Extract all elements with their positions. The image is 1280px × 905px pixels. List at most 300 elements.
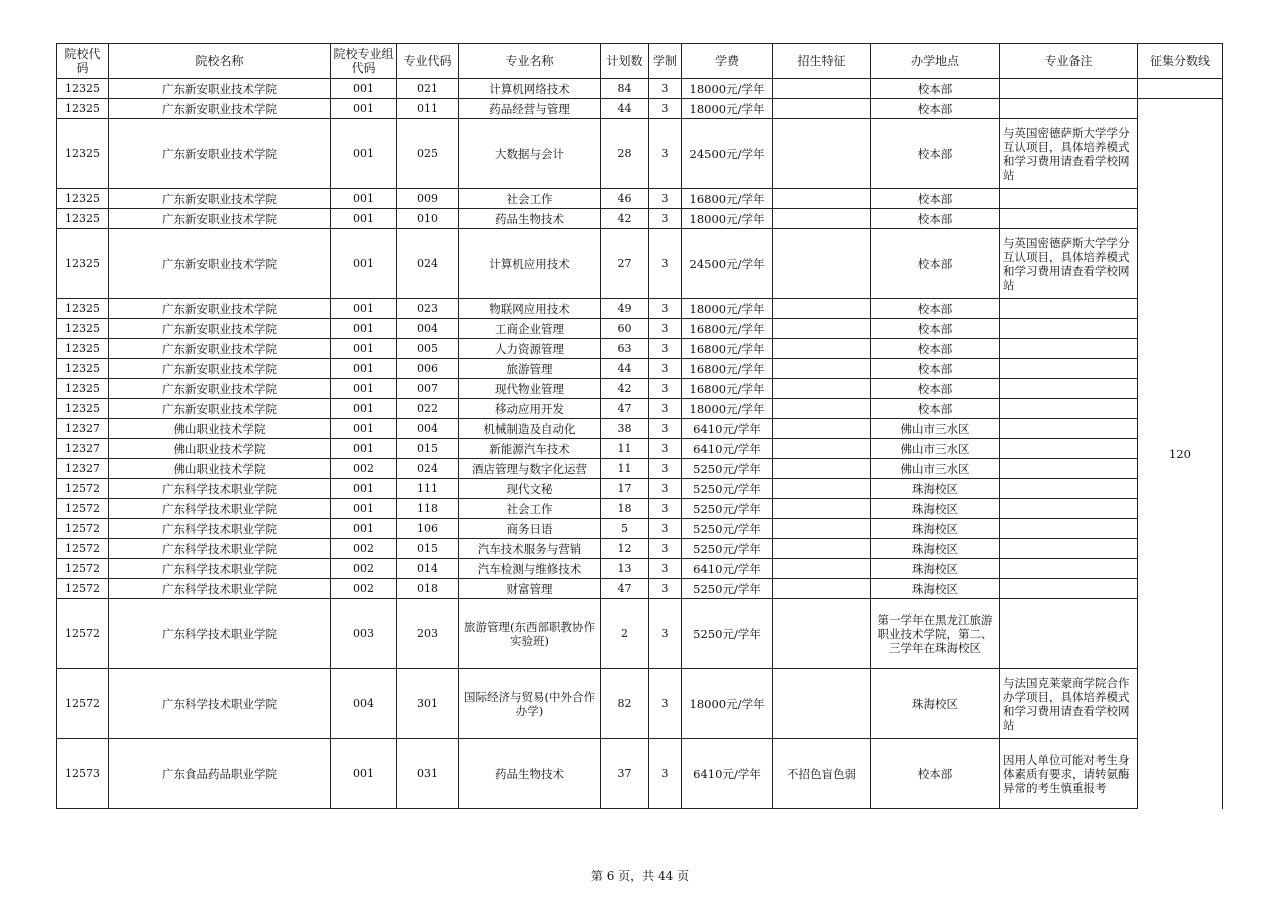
major-name-cell: 酒店管理与数字化运营 (459, 459, 601, 479)
note-cell (1000, 359, 1138, 379)
feature-cell (773, 299, 871, 319)
major-name-cell: 现代文秘 (459, 479, 601, 499)
years-cell: 3 (649, 539, 682, 559)
feature-cell (773, 559, 871, 579)
score-cutoff-spacer (1138, 79, 1223, 99)
location-cell: 校本部 (871, 359, 1000, 379)
major-code-cell: 203 (397, 599, 459, 669)
table-row (57, 299, 1223, 319)
location-cell: 校本部 (871, 209, 1000, 229)
fee-cell: 18000元/学年 (682, 79, 773, 99)
location-cell: 校本部 (871, 229, 1000, 299)
header-school-code: 院校代码 (57, 44, 109, 79)
school-code-cell: 12325 (57, 339, 109, 359)
major-code-cell: 118 (397, 499, 459, 519)
fee-cell: 18000元/学年 (682, 209, 773, 229)
location-cell: 佛山市三水区 (871, 459, 1000, 479)
school-code-cell: 12572 (57, 519, 109, 539)
feature-cell (773, 319, 871, 339)
major-code-cell: 004 (397, 319, 459, 339)
location-cell: 校本部 (871, 189, 1000, 209)
note-cell (1000, 419, 1138, 439)
major-name-cell: 汽车检测与维修技术 (459, 559, 601, 579)
major-code-cell: 023 (397, 299, 459, 319)
header-major-code: 专业代码 (397, 44, 459, 79)
fee-cell: 6410元/学年 (682, 739, 773, 809)
table-row (57, 539, 1223, 559)
note-cell (1000, 539, 1138, 559)
major-name-cell: 药品生物技术 (459, 209, 601, 229)
school-code-cell: 12325 (57, 319, 109, 339)
major-name-cell: 财富管理 (459, 579, 601, 599)
header-location: 办学地点 (871, 44, 1000, 79)
plan-cell: 13 (601, 559, 649, 579)
note-cell (1000, 99, 1138, 119)
years-cell: 3 (649, 419, 682, 439)
major-name-cell: 社会工作 (459, 189, 601, 209)
years-cell: 3 (649, 559, 682, 579)
fee-cell: 24500元/学年 (682, 119, 773, 189)
note-cell: 因用人单位可能对考生身体素质有要求，请转氨酶异常的考生慎重报考 (1000, 739, 1138, 809)
plan-cell: 17 (601, 479, 649, 499)
location-cell: 校本部 (871, 399, 1000, 419)
major-name-cell: 旅游管理(东西部职教协作实验班) (459, 599, 601, 669)
major-name-cell: 移动应用开发 (459, 399, 601, 419)
major-name-cell: 大数据与会计 (459, 119, 601, 189)
group-code-cell: 001 (331, 319, 397, 339)
school-name-cell: 广东新安职业技术学院 (109, 399, 331, 419)
table-row (57, 419, 1223, 439)
table-row (57, 669, 1223, 739)
location-cell: 校本部 (871, 339, 1000, 359)
years-cell: 3 (649, 439, 682, 459)
group-code-cell: 001 (331, 419, 397, 439)
location-cell: 佛山市三水区 (871, 419, 1000, 439)
school-name-cell: 广东新安职业技术学院 (109, 79, 331, 99)
years-cell: 3 (649, 579, 682, 599)
years-cell: 3 (649, 459, 682, 479)
note-cell (1000, 209, 1138, 229)
school-name-cell: 广东新安职业技术学院 (109, 339, 331, 359)
major-code-cell: 004 (397, 419, 459, 439)
table-row (57, 519, 1223, 539)
header-school-name: 院校名称 (109, 44, 331, 79)
group-code-cell: 001 (331, 99, 397, 119)
table-row (57, 499, 1223, 519)
group-code-cell: 001 (331, 229, 397, 299)
school-code-cell: 12325 (57, 379, 109, 399)
group-code-cell: 002 (331, 559, 397, 579)
feature-cell (773, 519, 871, 539)
years-cell: 3 (649, 339, 682, 359)
note-cell (1000, 499, 1138, 519)
fee-cell: 16800元/学年 (682, 339, 773, 359)
school-code-cell: 12325 (57, 399, 109, 419)
fee-cell: 18000元/学年 (682, 99, 773, 119)
school-name-cell: 广东新安职业技术学院 (109, 319, 331, 339)
feature-cell (773, 499, 871, 519)
table-row (57, 119, 1223, 189)
major-code-cell: 111 (397, 479, 459, 499)
school-code-cell: 12325 (57, 79, 109, 99)
plan-cell: 46 (601, 189, 649, 209)
major-name-cell: 新能源汽车技术 (459, 439, 601, 459)
note-cell (1000, 599, 1138, 669)
fee-cell: 6410元/学年 (682, 419, 773, 439)
fee-cell: 5250元/学年 (682, 539, 773, 559)
school-name-cell: 广东新安职业技术学院 (109, 359, 331, 379)
fee-cell: 6410元/学年 (682, 559, 773, 579)
location-cell: 珠海校区 (871, 669, 1000, 739)
years-cell: 3 (649, 299, 682, 319)
fee-cell: 24500元/学年 (682, 229, 773, 299)
note-cell (1000, 399, 1138, 419)
major-name-cell: 计算机应用技术 (459, 229, 601, 299)
note-cell: 与法国克莱蒙商学院合作办学项目，具体培养模式和学习费用请查看学校网站 (1000, 669, 1138, 739)
school-code-cell: 12325 (57, 299, 109, 319)
plan-cell: 84 (601, 79, 649, 99)
major-code-cell: 022 (397, 399, 459, 419)
years-cell: 3 (649, 479, 682, 499)
plan-cell: 5 (601, 519, 649, 539)
school-name-cell: 广东新安职业技术学院 (109, 379, 331, 399)
school-name-cell: 广东食品药品职业学院 (109, 739, 331, 809)
note-cell (1000, 189, 1138, 209)
feature-cell (773, 399, 871, 419)
admission-table (56, 43, 1223, 809)
table-row (57, 399, 1223, 419)
school-code-cell: 12572 (57, 579, 109, 599)
table-row (57, 229, 1223, 299)
fee-cell: 5250元/学年 (682, 499, 773, 519)
school-code-cell: 12572 (57, 599, 109, 669)
major-code-cell: 025 (397, 119, 459, 189)
plan-cell: 11 (601, 459, 649, 479)
school-code-cell: 12327 (57, 439, 109, 459)
table-row (57, 459, 1223, 479)
years-cell: 3 (649, 669, 682, 739)
group-code-cell: 001 (331, 339, 397, 359)
major-name-cell: 商务日语 (459, 519, 601, 539)
school-name-cell: 广东科学技术职业学院 (109, 669, 331, 739)
school-code-cell: 12572 (57, 559, 109, 579)
score-cutoff-cell: 120 (1138, 99, 1223, 809)
major-code-cell: 031 (397, 739, 459, 809)
school-name-cell: 广东科学技术职业学院 (109, 559, 331, 579)
feature-cell (773, 579, 871, 599)
years-cell: 3 (649, 399, 682, 419)
school-code-cell: 12572 (57, 539, 109, 559)
location-cell: 珠海校区 (871, 559, 1000, 579)
plan-cell: 38 (601, 419, 649, 439)
major-code-cell: 015 (397, 439, 459, 459)
note-cell: 与英国密德萨斯大学学分互认项目，具体培养模式和学习费用请查看学校网站 (1000, 119, 1138, 189)
note-cell (1000, 339, 1138, 359)
major-code-cell: 005 (397, 339, 459, 359)
feature-cell (773, 669, 871, 739)
fee-cell: 5250元/学年 (682, 599, 773, 669)
location-cell: 校本部 (871, 119, 1000, 189)
feature-cell (773, 339, 871, 359)
group-code-cell: 001 (331, 79, 397, 99)
feature-cell (773, 539, 871, 559)
years-cell: 3 (649, 319, 682, 339)
school-name-cell: 佛山职业技术学院 (109, 419, 331, 439)
major-name-cell: 旅游管理 (459, 359, 601, 379)
major-code-cell: 006 (397, 359, 459, 379)
note-cell (1000, 479, 1138, 499)
plan-cell: 42 (601, 379, 649, 399)
school-name-cell: 广东新安职业技术学院 (109, 119, 331, 189)
group-code-cell: 001 (331, 439, 397, 459)
group-code-cell: 001 (331, 739, 397, 809)
feature-cell (773, 479, 871, 499)
fee-cell: 16800元/学年 (682, 189, 773, 209)
fee-cell: 16800元/学年 (682, 359, 773, 379)
feature-cell (773, 229, 871, 299)
table-row (57, 739, 1223, 809)
page-footer: 第 6 页，共 44 页 (590, 869, 690, 883)
header-score-cutoff: 征集分数线 (1138, 44, 1223, 79)
school-name-cell: 广东科学技术职业学院 (109, 479, 331, 499)
group-code-cell: 001 (331, 519, 397, 539)
major-name-cell: 物联网应用技术 (459, 299, 601, 319)
note-cell (1000, 559, 1138, 579)
header-note: 专业备注 (1000, 44, 1138, 79)
group-code-cell: 001 (331, 209, 397, 229)
location-cell: 校本部 (871, 299, 1000, 319)
fee-cell: 6410元/学年 (682, 439, 773, 459)
note-cell (1000, 379, 1138, 399)
table-row (57, 79, 1223, 99)
location-cell: 校本部 (871, 739, 1000, 809)
table-row (57, 559, 1223, 579)
table-row (57, 339, 1223, 359)
school-code-cell: 12572 (57, 499, 109, 519)
plan-cell: 37 (601, 739, 649, 809)
note-cell (1000, 519, 1138, 539)
group-code-cell: 003 (331, 599, 397, 669)
group-code-cell: 002 (331, 459, 397, 479)
location-cell: 珠海校区 (871, 499, 1000, 519)
plan-cell: 47 (601, 579, 649, 599)
table-row (57, 479, 1223, 499)
feature-cell: 不招色盲色弱 (773, 739, 871, 809)
fee-cell: 5250元/学年 (682, 459, 773, 479)
school-code-cell: 12325 (57, 99, 109, 119)
major-code-cell: 007 (397, 379, 459, 399)
location-cell: 校本部 (871, 99, 1000, 119)
group-code-cell: 001 (331, 379, 397, 399)
plan-cell: 18 (601, 499, 649, 519)
group-code-cell: 001 (331, 299, 397, 319)
feature-cell (773, 419, 871, 439)
feature-cell (773, 189, 871, 209)
feature-cell (773, 99, 871, 119)
note-cell (1000, 439, 1138, 459)
major-name-cell: 工商企业管理 (459, 319, 601, 339)
years-cell: 3 (649, 79, 682, 99)
feature-cell (773, 459, 871, 479)
school-code-cell: 12572 (57, 479, 109, 499)
years-cell: 3 (649, 379, 682, 399)
school-name-cell: 广东科学技术职业学院 (109, 499, 331, 519)
major-name-cell: 汽车技术服务与营销 (459, 539, 601, 559)
major-code-cell: 010 (397, 209, 459, 229)
plan-cell: 60 (601, 319, 649, 339)
header-plan: 计划数 (601, 44, 649, 79)
plan-cell: 63 (601, 339, 649, 359)
feature-cell (773, 209, 871, 229)
table-row (57, 579, 1223, 599)
major-name-cell: 社会工作 (459, 499, 601, 519)
table-row (57, 189, 1223, 209)
header-fee: 学费 (682, 44, 773, 79)
years-cell: 3 (649, 359, 682, 379)
table-row (57, 599, 1223, 669)
school-name-cell: 广东新安职业技术学院 (109, 99, 331, 119)
group-code-cell: 001 (331, 399, 397, 419)
header-group-code: 院校专业组代码 (331, 44, 397, 79)
group-code-cell: 001 (331, 479, 397, 499)
plan-cell: 47 (601, 399, 649, 419)
fee-cell: 5250元/学年 (682, 519, 773, 539)
years-cell: 3 (649, 499, 682, 519)
major-code-cell: 011 (397, 99, 459, 119)
feature-cell (773, 599, 871, 669)
fee-cell: 16800元/学年 (682, 319, 773, 339)
location-cell: 珠海校区 (871, 519, 1000, 539)
school-name-cell: 广东科学技术职业学院 (109, 579, 331, 599)
location-cell: 珠海校区 (871, 579, 1000, 599)
location-cell: 佛山市三水区 (871, 439, 1000, 459)
plan-cell: 44 (601, 99, 649, 119)
group-code-cell: 001 (331, 499, 397, 519)
school-code-cell: 12327 (57, 419, 109, 439)
group-code-cell: 004 (331, 669, 397, 739)
school-name-cell: 广东科学技术职业学院 (109, 519, 331, 539)
years-cell: 3 (649, 189, 682, 209)
feature-cell (773, 379, 871, 399)
major-name-cell: 现代物业管理 (459, 379, 601, 399)
major-name-cell: 计算机网络技术 (459, 79, 601, 99)
note-cell (1000, 579, 1138, 599)
school-name-cell: 广东科学技术职业学院 (109, 539, 331, 559)
school-name-cell: 佛山职业技术学院 (109, 459, 331, 479)
fee-cell: 16800元/学年 (682, 379, 773, 399)
feature-cell (773, 119, 871, 189)
major-code-cell: 024 (397, 459, 459, 479)
years-cell: 3 (649, 519, 682, 539)
years-cell: 3 (649, 229, 682, 299)
school-name-cell: 广东新安职业技术学院 (109, 299, 331, 319)
major-name-cell: 国际经济与贸易(中外合作办学) (459, 669, 601, 739)
plan-cell: 42 (601, 209, 649, 229)
major-code-cell: 301 (397, 669, 459, 739)
years-cell: 3 (649, 599, 682, 669)
fee-cell: 18000元/学年 (682, 669, 773, 739)
feature-cell (773, 439, 871, 459)
plan-cell: 49 (601, 299, 649, 319)
location-cell: 第一学年在黑龙江旅游职业技术学院，第二、三学年在珠海校区 (871, 599, 1000, 669)
note-cell (1000, 459, 1138, 479)
plan-cell: 12 (601, 539, 649, 559)
note-cell (1000, 319, 1138, 339)
school-code-cell: 12325 (57, 189, 109, 209)
major-name-cell: 药品经营与管理 (459, 99, 601, 119)
fee-cell: 18000元/学年 (682, 299, 773, 319)
table-row (57, 99, 1223, 119)
note-cell: 与英国密德萨斯大学学分互认项目，具体培养模式和学习费用请查看学校网站 (1000, 229, 1138, 299)
table-row (57, 319, 1223, 339)
feature-cell (773, 359, 871, 379)
major-code-cell: 106 (397, 519, 459, 539)
group-code-cell: 002 (331, 579, 397, 599)
note-cell (1000, 79, 1138, 99)
major-code-cell: 024 (397, 229, 459, 299)
major-code-cell: 015 (397, 539, 459, 559)
header-row (57, 44, 1223, 79)
table-row (57, 209, 1223, 229)
plan-cell: 27 (601, 229, 649, 299)
school-code-cell: 12325 (57, 209, 109, 229)
plan-cell: 82 (601, 669, 649, 739)
school-name-cell: 广东科学技术职业学院 (109, 599, 331, 669)
group-code-cell: 002 (331, 539, 397, 559)
years-cell: 3 (649, 119, 682, 189)
school-code-cell: 12573 (57, 739, 109, 809)
header-years: 学制 (649, 44, 682, 79)
school-name-cell: 广东新安职业技术学院 (109, 189, 331, 209)
school-name-cell: 佛山职业技术学院 (109, 439, 331, 459)
school-code-cell: 12325 (57, 119, 109, 189)
major-code-cell: 018 (397, 579, 459, 599)
plan-cell: 11 (601, 439, 649, 459)
school-code-cell: 12572 (57, 669, 109, 739)
table-row (57, 439, 1223, 459)
major-code-cell: 021 (397, 79, 459, 99)
group-code-cell: 001 (331, 359, 397, 379)
school-code-cell: 12325 (57, 229, 109, 299)
header-feature: 招生特征 (773, 44, 871, 79)
school-code-cell: 12325 (57, 359, 109, 379)
fee-cell: 5250元/学年 (682, 579, 773, 599)
group-code-cell: 001 (331, 189, 397, 209)
school-name-cell: 广东新安职业技术学院 (109, 229, 331, 299)
school-name-cell: 广东新安职业技术学院 (109, 209, 331, 229)
plan-cell: 28 (601, 119, 649, 189)
location-cell: 珠海校区 (871, 539, 1000, 559)
header-major-name: 专业名称 (459, 44, 601, 79)
feature-cell (773, 79, 871, 99)
table-row (57, 359, 1223, 379)
plan-cell: 44 (601, 359, 649, 379)
location-cell: 校本部 (871, 319, 1000, 339)
major-name-cell: 机械制造及自动化 (459, 419, 601, 439)
school-code-cell: 12327 (57, 459, 109, 479)
fee-cell: 5250元/学年 (682, 479, 773, 499)
plan-cell: 2 (601, 599, 649, 669)
group-code-cell: 001 (331, 119, 397, 189)
major-name-cell: 药品生物技术 (459, 739, 601, 809)
major-code-cell: 014 (397, 559, 459, 579)
major-name-cell: 人力资源管理 (459, 339, 601, 359)
major-code-cell: 009 (397, 189, 459, 209)
years-cell: 3 (649, 99, 682, 119)
location-cell: 校本部 (871, 379, 1000, 399)
fee-cell: 18000元/学年 (682, 399, 773, 419)
note-cell (1000, 299, 1138, 319)
